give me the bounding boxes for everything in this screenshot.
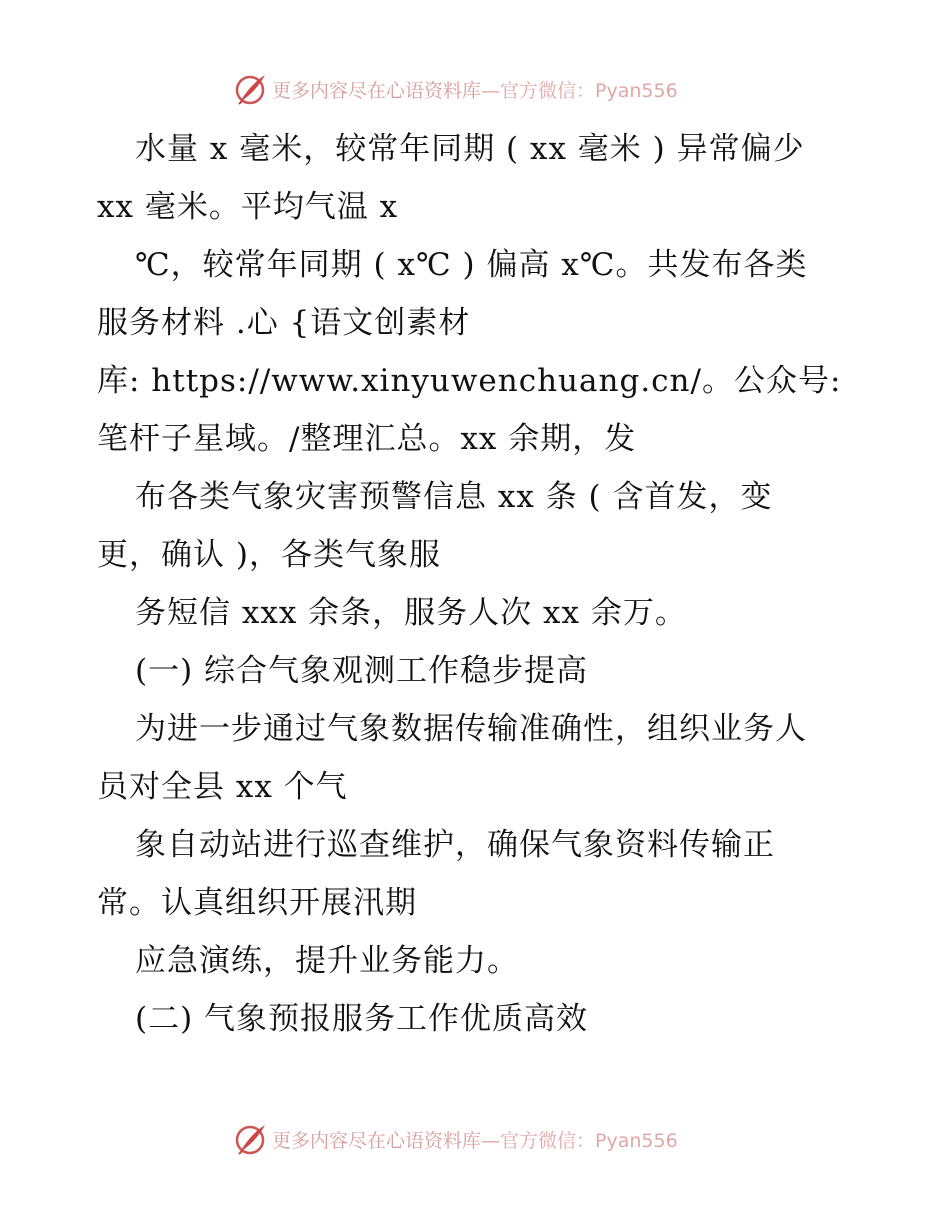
body-line: 水量 x 毫米，较常年同期 ( xx 毫米 ) 异常偏少	[135, 131, 805, 167]
header-watermark	[234, 72, 678, 106]
body-line: 务短信 xxx 余条，服务人次 xx 余万。	[135, 595, 687, 631]
body-line: 库: https://www.xinyuwenchuang.cn/。公众号:	[97, 363, 842, 399]
document-body	[97, 120, 897, 1048]
body-line: 应急演练，提升业务能力。	[135, 943, 519, 979]
body-line: 服务材料 .心 {语文创素材	[97, 305, 471, 341]
body-line: 笔杆子星域。/整理汇总。xx 余期，发	[97, 421, 637, 457]
watermark-sub-text: —官方微信：Pyan556	[481, 1129, 678, 1152]
section-heading: (一) 综合气象观测工作稳步提高	[135, 653, 589, 689]
watermark-main-text: 更多内容尽在心语资料库	[272, 1129, 482, 1152]
body-line: 常。认真组织开展汛期	[97, 885, 417, 921]
body-line: 更，确认 )，各类气象服	[97, 537, 441, 573]
feather-pen-logo-icon	[234, 1122, 268, 1156]
body-line: 员对全县 xx 个气	[97, 769, 348, 805]
body-line: 象自动站进行巡查维护，确保气象资料传输正	[135, 827, 775, 863]
body-line: xx 毫米。平均气温 x	[97, 189, 399, 225]
footer-watermark	[234, 1122, 678, 1156]
body-line: 为进一步通过气象数据传输准确性，组织业务人	[135, 711, 807, 747]
watermark-main-text: 更多内容尽在心语资料库	[272, 79, 482, 102]
body-line: ℃，较常年同期 ( x℃ ) 偏高 x℃。共发布各类	[135, 247, 808, 283]
body-line: 布各类气象灾害预警信息 xx 条 ( 含首发，变	[135, 479, 773, 515]
watermark-sub-text: —官方微信：Pyan556	[481, 79, 678, 102]
feather-pen-logo-icon	[234, 72, 268, 106]
section-heading: (二) 气象预报服务工作优质高效	[135, 1001, 589, 1037]
